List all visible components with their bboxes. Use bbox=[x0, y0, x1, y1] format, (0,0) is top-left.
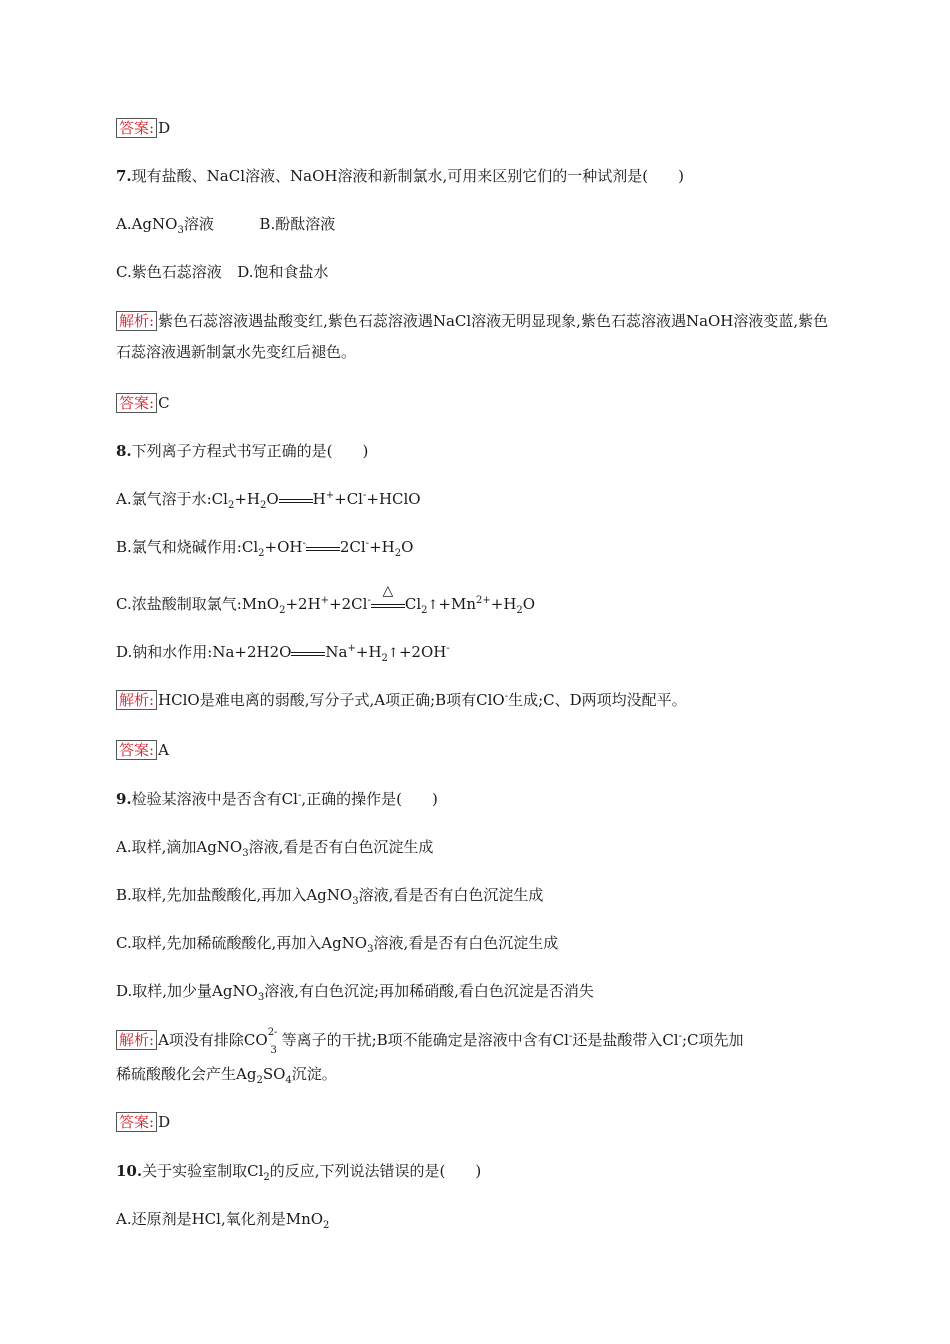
question-7-options-cd bbox=[116, 262, 838, 282]
answer-label: 答案: bbox=[116, 118, 157, 138]
option-c: C.紫色石蕊溶液 bbox=[116, 263, 222, 281]
equals-sign bbox=[306, 546, 340, 551]
question-number: 8. bbox=[116, 442, 132, 460]
question-9-analysis-line1: 解析: A项没有排除$CO^{2-}_3$ 等离子的干扰;B项不能确定是溶液中含有Cl-还是盐酸带入Cl-;C项先加 bbox=[116, 1030, 838, 1050]
question-9-stem: 9.检验某溶液中是否含有Cl-,正确的操作是( ) bbox=[116, 790, 438, 808]
answer-value: D bbox=[158, 1113, 171, 1131]
analysis-label: 解析: bbox=[116, 1030, 157, 1050]
gas-arrow-icon: ↑ bbox=[387, 646, 399, 661]
option-b: B.取样,先加盐酸酸化,再加入AgNO$_3$溶液,看是否有白色沉淀生成 bbox=[116, 886, 544, 907]
option-a: A.AgNO$_3$溶液 bbox=[116, 215, 214, 236]
question-7-stem bbox=[116, 166, 838, 186]
question-text: 下列离子方程式书写正确的是( ) bbox=[131, 442, 369, 460]
question-7-options-ab bbox=[116, 214, 838, 234]
question-8-analysis: 解析: HClO是难电离的弱酸,写分子式,A项正确;B项有ClO-生成;C、D两项均没配平。 bbox=[116, 690, 838, 710]
answer-label: 答案: bbox=[116, 1112, 157, 1132]
question-number: 7. bbox=[116, 167, 132, 185]
question-text: 现有盐酸、NaCl溶液、NaOH溶液和新制氯水,可用来区别它们的一种试剂是( ) bbox=[131, 167, 684, 185]
gas-arrow-icon: ↑ bbox=[427, 598, 439, 613]
option-d: D.钠和水作用:Na+2H2O $Na^++H_2↑+2OH^-$ bbox=[116, 643, 450, 664]
option-a: A.还原剂是HCl,氧化剂是MnO$_2$ bbox=[116, 1210, 330, 1231]
analysis-label: 解析: bbox=[116, 311, 157, 331]
analysis-text: 紫色石蕊溶液遇盐酸变红,紫色石蕊溶液遇NaCl溶液无明显现象,紫色石蕊溶液遇NaOH溶液变蓝,紫色石蕊溶液遇新制氯水先变红后褪色。 bbox=[116, 312, 829, 361]
question-7-analysis bbox=[116, 306, 838, 368]
question-10-stem: 10.关于实验室制取$Cl_2$的反应,下列说法错误的是( ) bbox=[116, 1162, 482, 1183]
heat-icon: △ bbox=[382, 582, 394, 599]
carbonate-ion: $CO^{2-}_3$ bbox=[243, 1027, 278, 1056]
question-8-stem bbox=[116, 441, 838, 461]
answer-value: A bbox=[158, 741, 169, 759]
equals-sign bbox=[279, 498, 313, 503]
equals-sign bbox=[291, 651, 325, 656]
option-a: A.氯气溶于水$:Cl_2+H_2O$ H++Cl-+HClO bbox=[116, 490, 421, 511]
answer-6 bbox=[116, 118, 838, 138]
option-d: D.取样,加少量AgNO$_3$溶液,有白色沉淀;再加稀硝酸,看白色沉淀是否消失 bbox=[116, 982, 594, 1003]
answer-8 bbox=[116, 740, 838, 760]
answer-9 bbox=[116, 1112, 838, 1132]
option-c: C.浓盐酸制取氯气:MnO$_2$+2H++2Cl- △ $Cl_2↑+Mn^{2+}+H_2O$ bbox=[116, 582, 536, 616]
question-9-analysis-line2: 稀硫酸酸化会产生$Ag_2SO_4$沉淀。 bbox=[116, 1065, 337, 1086]
answer-label: 答案: bbox=[116, 393, 157, 413]
option-b: B.氯气和烧碱作用$:Cl_2+OH^-$ $2Cl^-+H_2O$ bbox=[116, 538, 414, 559]
answer-label: 答案: bbox=[116, 740, 157, 760]
answer-7 bbox=[116, 393, 838, 413]
answer-value: D bbox=[158, 119, 171, 137]
question-number: 9. bbox=[116, 790, 132, 808]
analysis-label: 解析: bbox=[116, 690, 157, 710]
question-number: 10. bbox=[116, 1162, 143, 1180]
answer-value: C bbox=[158, 394, 170, 412]
option-c: C.取样,先加稀硫酸酸化,再加入AgNO$_3$溶液,看是否有白色沉淀生成 bbox=[116, 934, 559, 955]
option-b: B.酚酞溶液 bbox=[259, 215, 336, 233]
option-a: A.取样,滴加AgNO$_3$溶液,看是否有白色沉淀生成 bbox=[116, 838, 434, 859]
option-d: D.饱和食盐水 bbox=[237, 263, 329, 281]
heat-equals-sign bbox=[371, 582, 405, 608]
